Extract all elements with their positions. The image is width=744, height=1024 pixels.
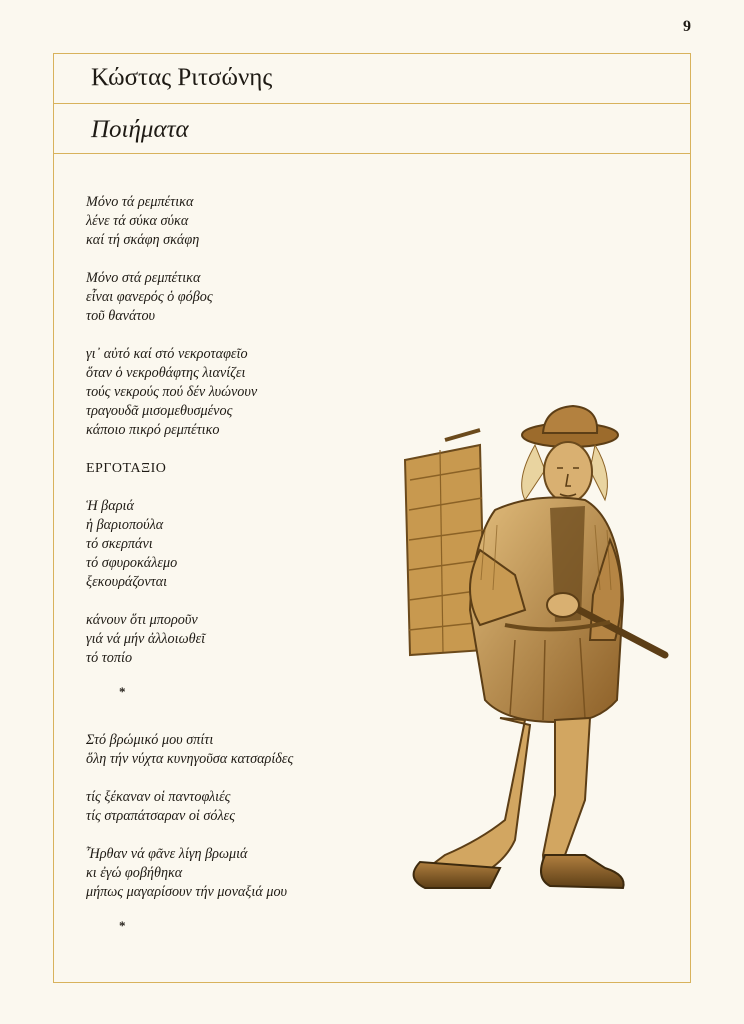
poems-column xyxy=(86,193,406,965)
poem2-stanza2 xyxy=(86,611,406,668)
poem-line: τό σφυροκάλεμο xyxy=(86,555,178,571)
poem-line: κάνουν ὅτι μποροῦν xyxy=(86,612,198,628)
poem-line: τίς ξέκαναν οἱ παντοφλιές xyxy=(86,789,231,805)
poem-line: ξεκουράζονται xyxy=(86,574,168,590)
poem3-stanza3 xyxy=(86,845,406,902)
section-separator: * xyxy=(119,918,126,933)
poem-line: Ἦρθαν νά φᾶνε λίγη βρωμιά xyxy=(86,846,248,862)
poem-line: τό σκερπάνι xyxy=(86,536,153,552)
author-header xyxy=(54,54,690,104)
poem-line: Μόνο στά ρεμπέτικα xyxy=(86,270,201,286)
poem-line: κάποιο πικρό ρεμπέτικο xyxy=(86,422,220,438)
poem-line: Στό βρώμικό μου σπίτι xyxy=(86,732,214,748)
poem1-stanza3 xyxy=(86,345,406,440)
author-name: Κώστας Ριτσώνης xyxy=(91,64,273,91)
poem-line: τοῦ θανάτου xyxy=(86,308,156,324)
poem-line: κι ἐγώ φοβήθηκα xyxy=(86,865,183,881)
poem1-stanza2 xyxy=(86,269,406,326)
poem-line: καί τή σκάφη σκάφη xyxy=(86,232,200,248)
page-number: 9 xyxy=(683,18,691,35)
poem-line: γιά νά μήν ἀλλοιωθεῖ xyxy=(86,631,206,647)
poem-line: τούς νεκρούς πού δέν λυώνουν xyxy=(86,384,258,400)
poem-line: Ἡ βαριά xyxy=(86,498,134,514)
poem-line: Μόνο τά ρεμπέτικα xyxy=(86,194,194,210)
poem2-title: ΕΡΓΟΤΑΞΙΟ xyxy=(86,461,167,476)
section-separator: * xyxy=(119,684,126,699)
poem-line: τίς στραπάτσαραν οἱ σόλες xyxy=(86,808,235,824)
collection-title: Ποιήματα xyxy=(91,116,189,143)
poem1-stanza1 xyxy=(86,193,406,250)
poem3-stanza2 xyxy=(86,788,406,826)
poem-line: ὅταν ὁ νεκροθάφτης λιανίζει xyxy=(86,365,246,381)
porter-figure-drawing xyxy=(385,400,675,915)
poem-line: τραγουδᾶ μισομεθυσμένος xyxy=(86,403,233,419)
poem-line: εἶναι φανερός ὁ φόβος xyxy=(86,289,213,305)
poem-line: μήπως μαγαρίσουν τήν μοναξιά μου xyxy=(86,884,288,900)
poem-line: τό τοπίο xyxy=(86,650,133,666)
poem-line: λένε τά σύκα σύκα xyxy=(86,213,189,229)
poem2-stanza1 xyxy=(86,497,406,592)
poem-line: γι᾽ αὐτό καί στό νεκροταφεῖο xyxy=(86,346,248,362)
poem-line: ἡ βαριοπούλα xyxy=(86,517,164,533)
poem-line: ὅλη τήν νύχτα κυνηγοῦσα κατσαρίδες xyxy=(86,751,294,767)
poem3-stanza1 xyxy=(86,731,406,769)
collection-header xyxy=(54,104,690,154)
